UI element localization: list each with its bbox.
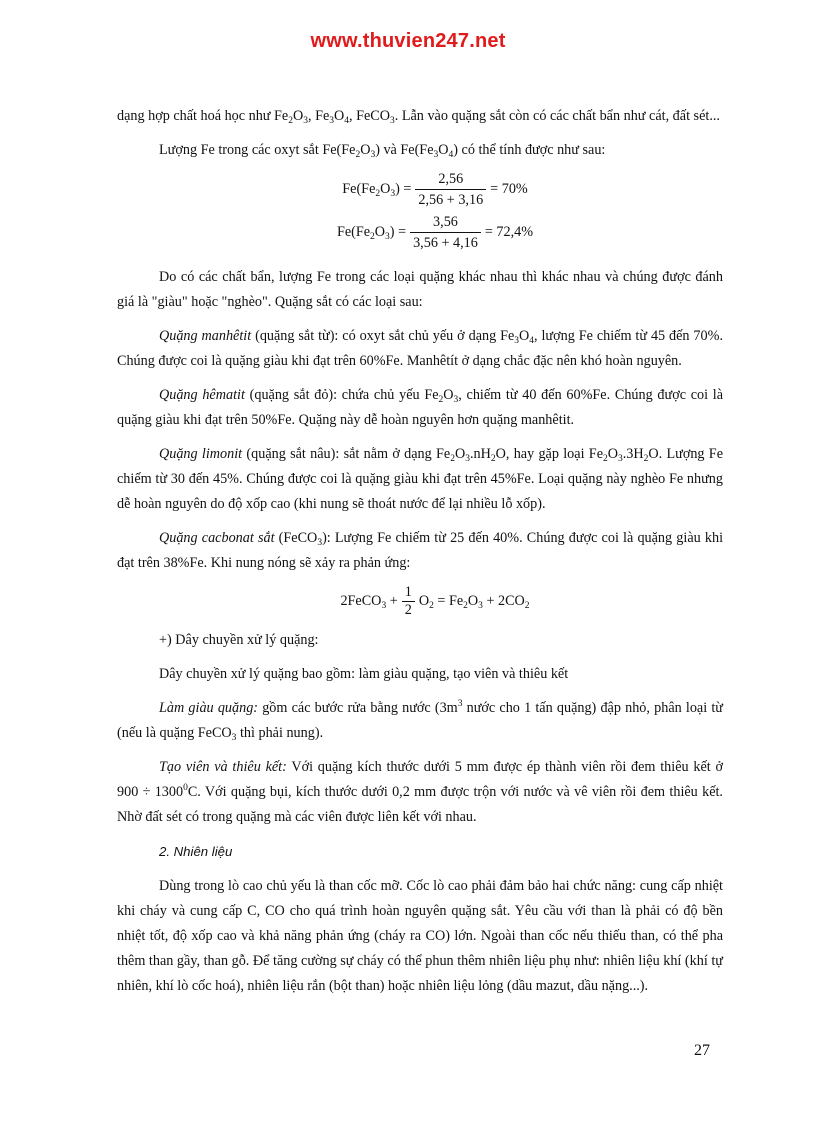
fraction: $\frac{3,56}{3,56 + 4,16}$: [410, 212, 481, 253]
fraction: $\frac{1}{2}$: [402, 584, 415, 619]
formula-fe3o4-percent: $Fe(Fe_2O_3)$ = $\frac{3,56}{3,56 + 4,16}$ = 72,4%: [336, 214, 534, 251]
paragraph: dạng hợp chất hoá học như $Fe_2O_3$, $Fe_3O_4$, FeCO$_3$. Lẫn vào quặng sắt còn có các chất bẩn như cát, đất sét...: [117, 108, 720, 126]
fraction: $\frac{2,56}{2,56 + 3,16}$: [415, 169, 486, 210]
paragraph: Quặng cacbonat sắt (FeCO$_3$): Lượng Fe chiếm từ 25 đến 40%. Chúng được coi là quặng giàu khi đạt trên 38%Fe. Khi nung nóng sẽ xảy ra phản ứng:: [117, 530, 724, 571]
page-content: [117, 104, 723, 999]
paragraph: Do có các chất bẩn, lượng Fe trong các loại quặng khác nhau thì khác nhau và chúng được đánh giá là "giàu" hoặc "nghèo". Quặng sắt có các loại sau:: [117, 269, 723, 310]
page-number: 27: [694, 1042, 710, 1059]
paragraph: Quặng manhêtit (quặng sắt từ): có oxyt sắt chủ yếu ở dạng $Fe_3O_4$, lượng Fe chiếm từ 45 đến 70%. Chúng được coi là quặng giàu khi đạt trên 60%Fe. Manhêtít ở dạng chắc đặc nên khó hoàn nguyên.: [117, 328, 723, 369]
site-header-link[interactable]: www.thuvien247.net: [310, 30, 506, 52]
paragraph: Dây chuyền xử lý quặng bao gồm: làm giàu quặng, tạo viên và thiêu kết: [159, 666, 569, 682]
paragraph: Dùng trong lò cao chủ yếu là than cốc mỡ. Cốc lò cao phải đảm bảo hai chức năng: cung cấp nhiệt khi cháy và cung cấp C, CO cho quá trình hoàn nguyên quặng sắt. Yêu cầu với than là phải có độ bền nhiệt tốt, độ xốp cao và khả năng phản ứng (cháy ra CO) lớn. Ngoài than cốc nếu thiếu than, có thể pha thêm than gầy, than gỗ. Để tăng cường sự cháy có thể phun thêm nhiên liệu phụ như: nhiên liệu khí (khí tự nhiên, khí lò cốc hoá), nhiên liệu rắn (bột than) hoặc nhiên liệu lỏng (dầu mazut, dầu nặng...).: [117, 878, 723, 994]
section-heading: 2. Nhiên liệu: [159, 844, 233, 859]
formula-fe2o3-percent: $Fe(Fe_2O_3)$ = $\frac{2,56}{2,56 + 3,16}$ = 70%: [342, 171, 528, 208]
paragraph: Làm giàu quặng: gồm các bước rửa bằng nước ($3m^3$ nước cho 1 tấn quặng) đập nhỏ, phân loại từ (nếu là quặng FeCO$_3$ thì phải nung).: [117, 699, 723, 743]
reaction-equation: 2FeCO$_3$ + $\frac{1}{2}$ $O_2 = Fe_2O_3 + 2CO_2$: [340, 584, 530, 618]
paragraph: Tạo viên và thiêu kết: Với quặng kích thước dưới 5 mm được ép thành viên rồi đem thiêu kết ở $900 \div 1300^0C$. Với quặng bụi, kích thước dưới 0,2 mm được trộn với nước và vê viên rồi đem thiêu kết. Nhờ đất sét có trong quặng mà các viên được liên kết với nhau.: [117, 759, 723, 825]
paragraph: +) Dây chuyền xử lý quặng:: [159, 632, 319, 648]
paragraph: Quặng hêmatit (quặng sắt đỏ): chứa chủ yếu $Fe_2O_3$, chiếm từ 40 đến 60%Fe. Chúng được coi là quặng giàu khi đạt trên 50%Fe. Quặng này dễ hoàn nguyên hơn quặng manhêtit.: [117, 387, 724, 428]
paragraph: Quặng limonit (quặng sắt nâu): sắt nằm ở dạng $Fe_2O_3.nH_2O$, hay gặp loại $Fe_2O_3.3H_2O$. Lượng Fe chiếm từ 30 đến 45%. Chúng được coi là quặng giàu khi đạt trên 45%Fe. Loại quặng này nghèo Fe nhưng dễ hoàn nguyên do độ xốp cao (khi nung sẽ thoát nước để lại nhiều lỗ xốp).: [117, 446, 723, 512]
paragraph: Lượng Fe trong các oxyt sắt $Fe(Fe_2O_3)$ và $Fe(Fe_3O_4)$ có thể tính được như sau:: [159, 142, 606, 160]
